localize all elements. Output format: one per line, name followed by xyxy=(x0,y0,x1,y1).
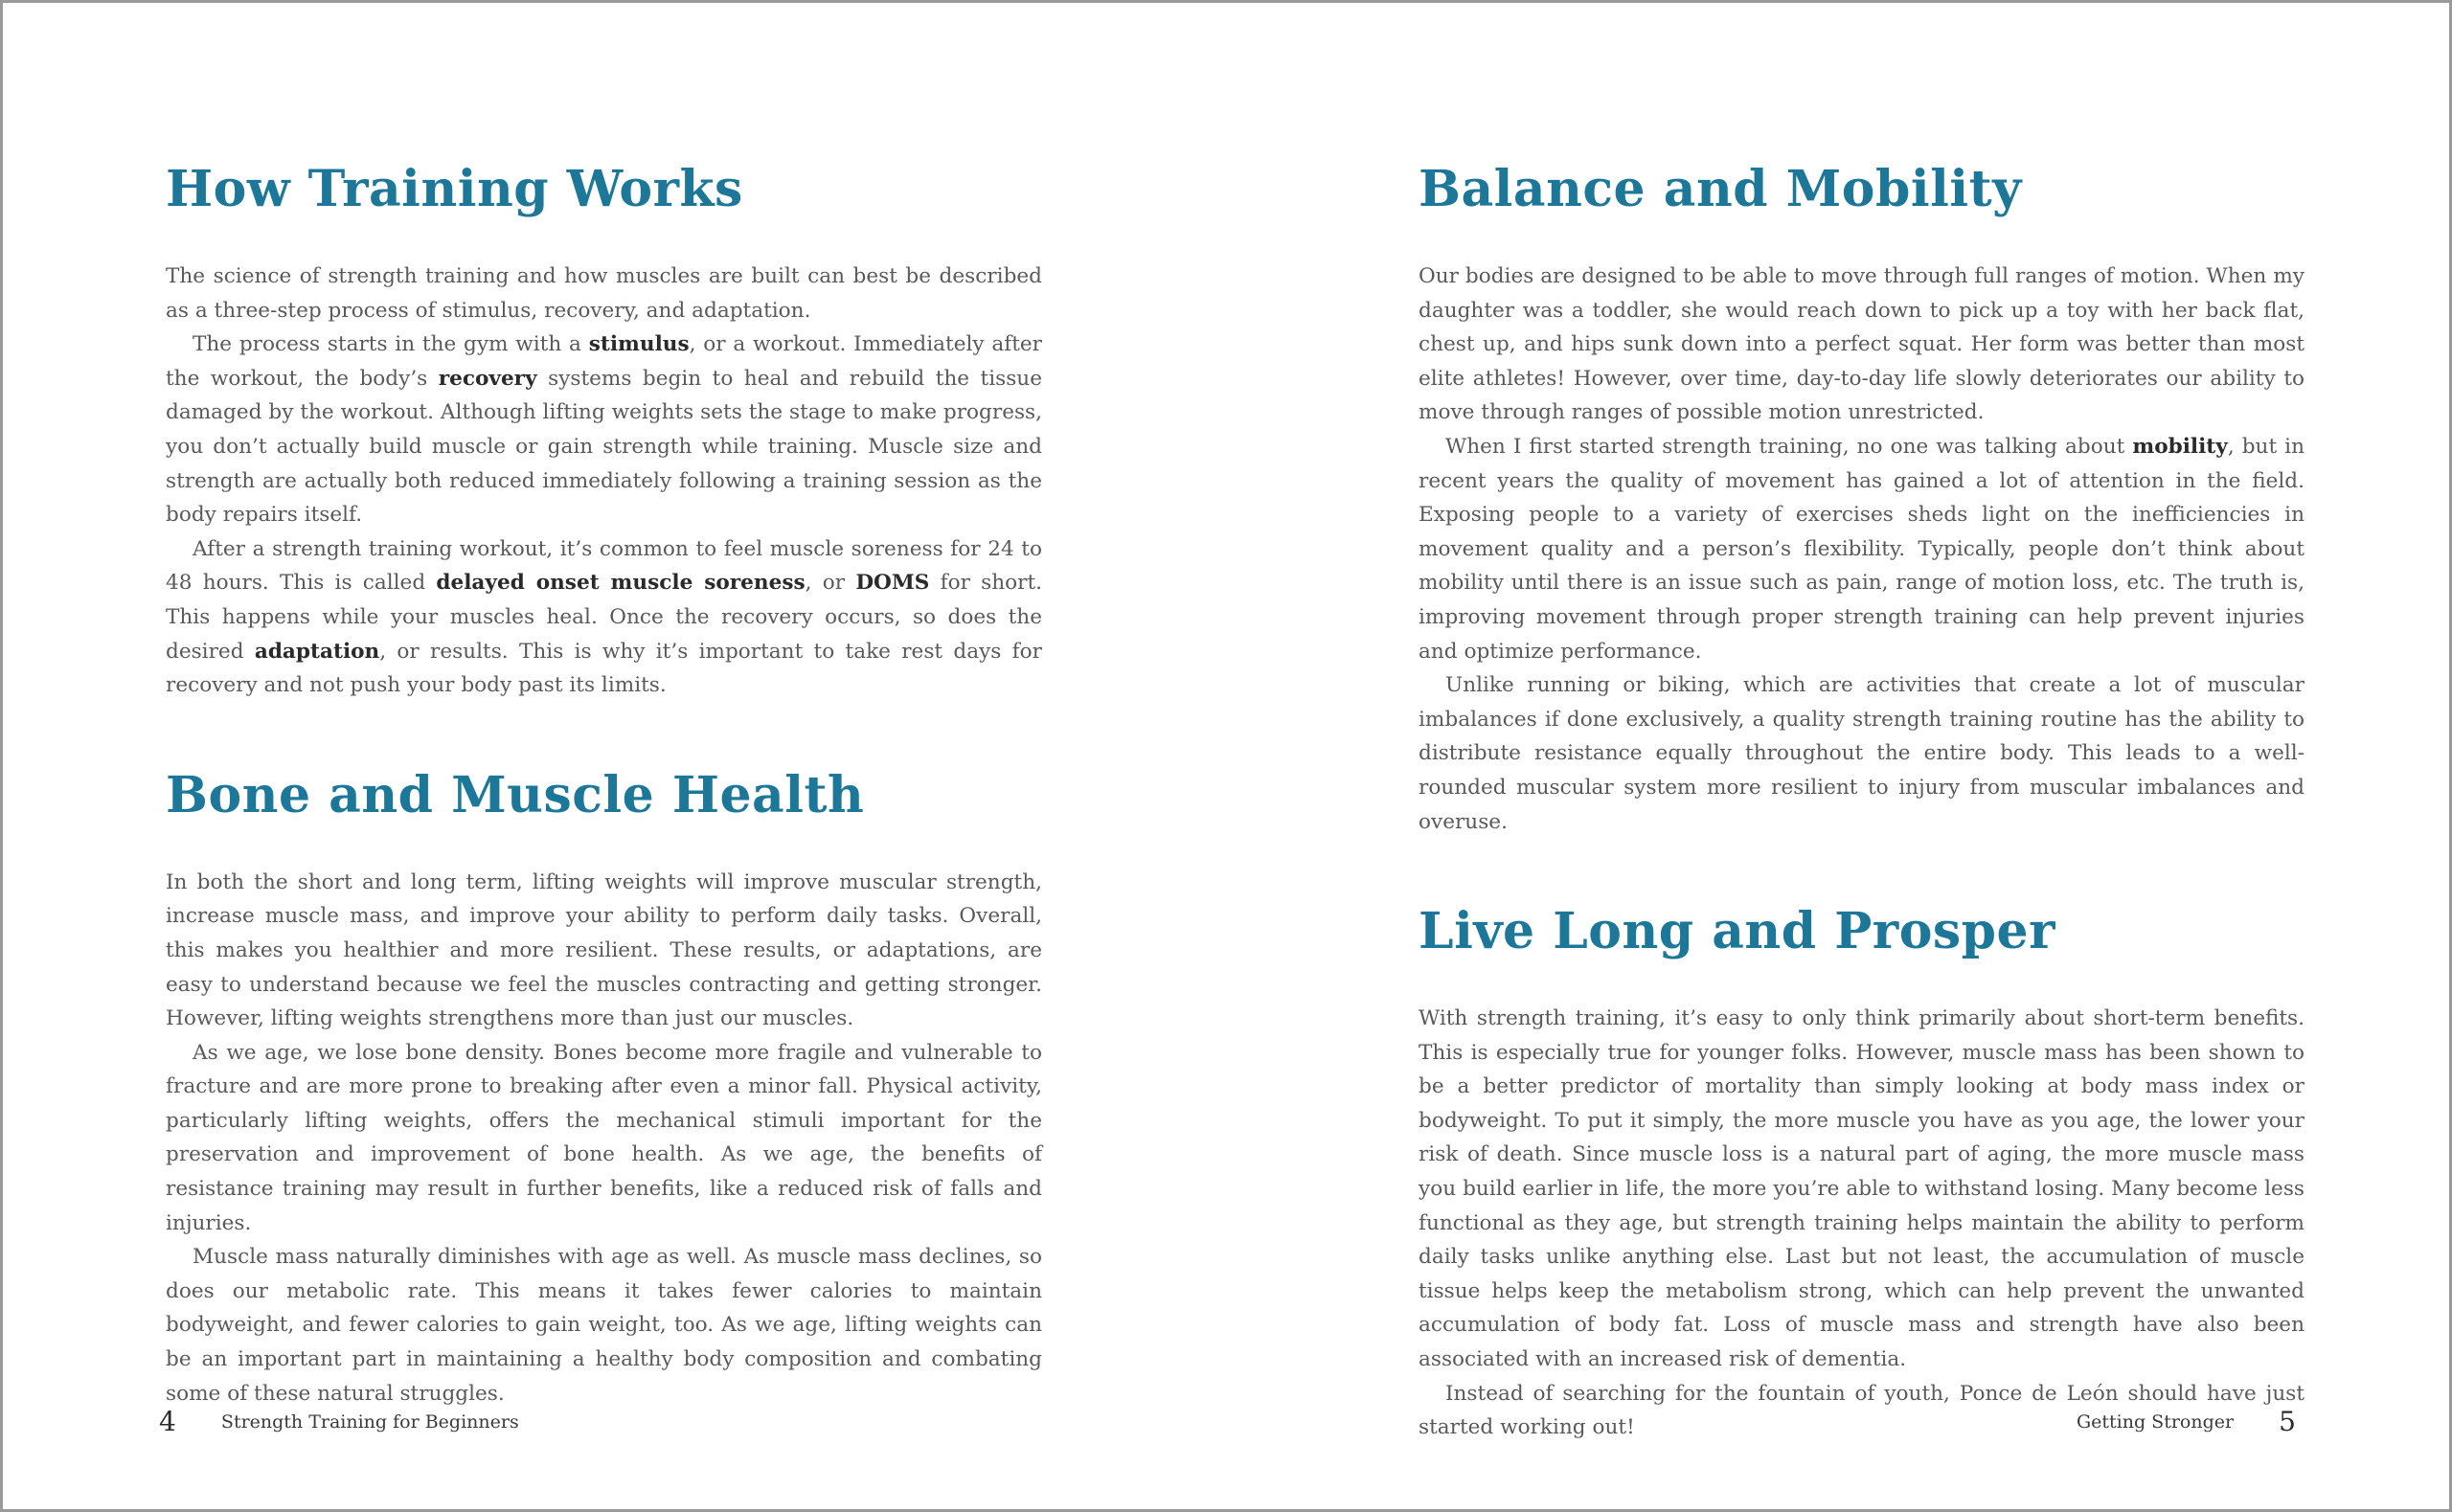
text-run: As we age, we lose bone density. Bones become more fragile and vulnerable to fracture and are more prone to breaking after even a minor fall. Physical activity, particularly lifting weights, offers the mechanical stimuli important for the preservation and improvement of bone health. As we age, the benefits of resistance training may result in further benefits, like a reduced risk of falls and injuries. xyxy=(166,1040,1042,1235)
page-number: 5 xyxy=(2279,1406,2296,1437)
page-number: 4 xyxy=(159,1406,176,1437)
text-run: , but in recent years the quality of movement has gained a lot of attention in the field. Exposing people to a variety of exercises sheds light on the inefficiencies in movement quality and a person’s flexibility. Typically, people don’t think about mobility until there is an issue such as pain, range of motion loss, etc. The truth is, improving movement through proper strength training can help prevent injuries and optimize performance. xyxy=(1419,434,2304,664)
article-section xyxy=(166,156,1042,703)
body-paragraph xyxy=(1419,430,2304,668)
bold-term: DOMS xyxy=(855,571,930,596)
text-run: The science of strength training and how muscles are built can best be described as a three-step process of stimulus, recovery, and adaptation. xyxy=(166,264,1042,323)
text-run: Unlike running or biking, which are activities that create a lot of muscular imbalances if done exclusively, a quality strength training routine has the ability to distribute resistance equally throughout the entire body. This leads to a well-rounded muscular system more resilient to injury from muscular imbalances and overuse. xyxy=(1419,673,2304,834)
text-run: Our bodies are designed to be able to move through full ranges of motion. When my daughter was a toddler, she would reach down to pick up a toy with her back flat, chest up, and hips sunk down into a perfect squat. Her form was better than most elite athletes! However, over time, day-to-day life slowly deteriorates our ability to move through ranges of possible motion unrestricted. xyxy=(1419,264,2304,425)
body-paragraph xyxy=(166,1036,1042,1241)
body-paragraph xyxy=(166,1240,1042,1410)
bold-term: stimulus xyxy=(588,332,690,357)
bold-term: mobility xyxy=(2132,434,2228,459)
text-run: The process starts in the gym with a xyxy=(193,332,589,357)
left-page-footer xyxy=(159,1406,519,1437)
section-heading: Bone and Muscle Health xyxy=(166,765,865,824)
bold-term: adaptation xyxy=(254,639,380,664)
body-paragraph xyxy=(166,866,1042,1036)
article-section xyxy=(166,762,1042,1411)
text-run: for short. This happens while your muscles heal. Once the recovery occurs, so does the desired xyxy=(166,571,1042,664)
right-page-column xyxy=(1419,156,2304,1504)
section-heading: Live Long and Prosper xyxy=(1419,902,2055,961)
section-heading: Balance and Mobility xyxy=(1419,160,2022,218)
text-run: With strength training, it’s easy to only think primarily about short-term benefits. This is especially true for younger folks. However, muscle mass has been shown to be a better predictor of mortality than simply looking at body mass index or bodyweight. To put it simply, the more muscle you have as you age, the lower your risk of death. Since muscle loss is a natural part of aging, the more muscle mass you build earlier in life, the more you’re able to withstand losing. Many become less functional as they age, but strength training helps maintain the ability to perform daily tasks unlike anything else. Last but not least, the accumulation of muscle tissue helps keep the metabolism strong, which can help prevent the unwanted accumulation of body fat. Loss of muscle mass and strength have also been associated with an increased risk of dementia. xyxy=(1419,1006,2304,1372)
body-paragraph xyxy=(166,327,1042,532)
right-page-footer xyxy=(2077,1406,2296,1437)
article-section xyxy=(1419,156,2304,839)
running-title: Getting Stronger xyxy=(2076,1410,2235,1433)
section-heading: How Training Works xyxy=(166,160,743,218)
body-paragraph xyxy=(166,260,1042,327)
text-run: , or a workout. Immediately after the workout, the body’s xyxy=(166,332,1042,391)
text-run: Muscle mass naturally diminishes with age as well. As muscle mass declines, so does our metabolic rate. This means it takes fewer calories to maintain bodyweight, and fewer calories to gain weight, too. As we age, lifting weights can be an important part in maintaining a healthy body composition and combating some of these natural struggles. xyxy=(166,1245,1042,1406)
body-paragraph xyxy=(166,532,1042,703)
bold-term: recovery xyxy=(438,366,537,391)
text-run: Instead of searching for the fountain of youth, Ponce de León should have just started working out! xyxy=(1419,1381,2304,1440)
body-paragraph xyxy=(1419,260,2304,430)
left-page-column xyxy=(166,156,1042,1470)
body-paragraph xyxy=(1419,668,2304,839)
text-run: In both the short and long term, lifting weights will improve muscular strength, increase muscle mass, and improve your ability to perform daily tasks. Overall, this makes you healthier and more resilient. These results, or adaptations, are easy to understand because we feel the muscles contracting and getting stronger. However, lifting weights strengthens more than just our muscles. xyxy=(166,869,1042,1031)
text-run: systems begin to heal and rebuild the tissue damaged by the workout. Although lifting weights sets the stage to make progress, you don’t actually build muscle or gain strength while training. Muscle size and strength are actually both reduced immediately following a training session as the body repairs itself. xyxy=(166,366,1042,528)
bold-term: delayed onset muscle soreness xyxy=(436,571,806,596)
body-paragraph xyxy=(1419,1002,2304,1377)
text-run: , or results. This is why it’s important to take rest days for recovery and not push your body past its limits. xyxy=(166,639,1042,698)
text-run: When I first started strength training, no one was talking about xyxy=(1445,434,2133,459)
article-section xyxy=(1419,898,2304,1445)
running-title: Strength Training for Beginners xyxy=(220,1410,519,1433)
text-run: , or xyxy=(805,571,856,596)
text-run: After a strength training workout, it’s common to feel muscle soreness for 24 to 48 hours. This is called xyxy=(166,536,1042,596)
